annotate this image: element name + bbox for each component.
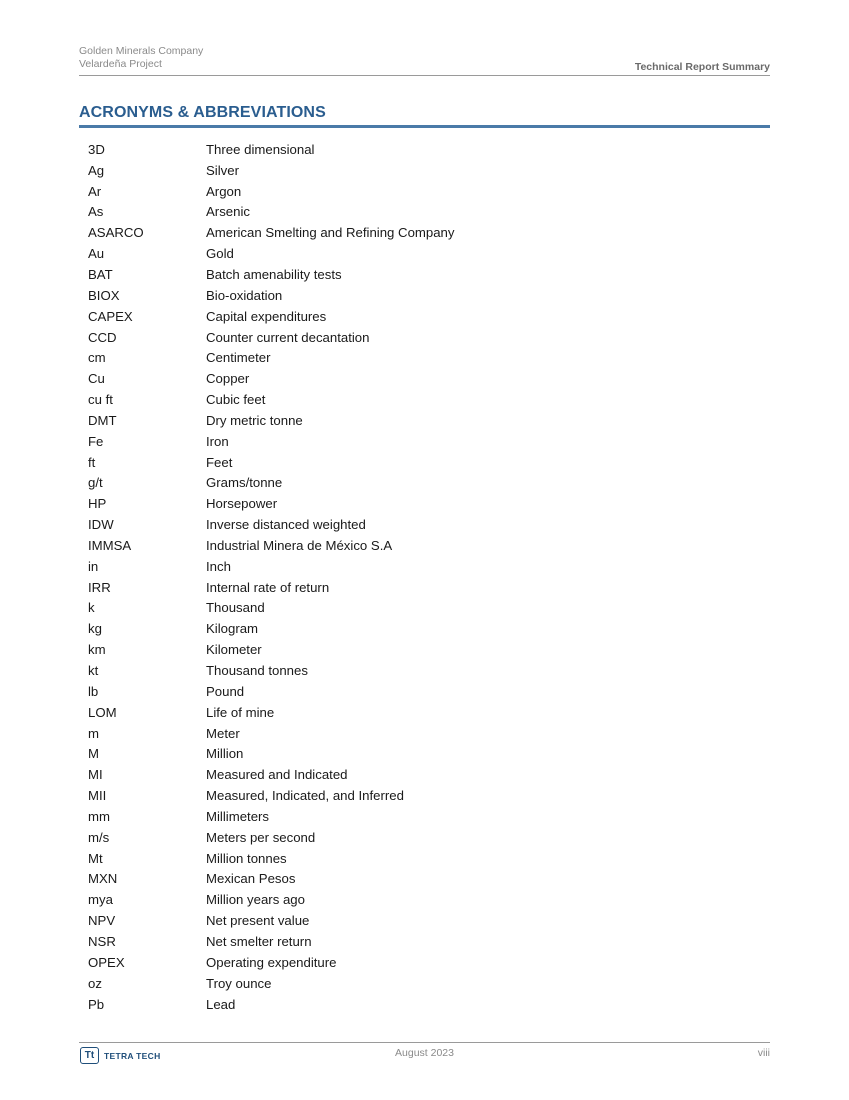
- acronym-term: m/s: [88, 829, 110, 845]
- acronym-definition: Copper: [206, 371, 250, 387]
- acronym-definition: Grams/tonne: [206, 475, 283, 491]
- header-divider: [79, 75, 770, 76]
- acronym-row: [88, 618, 778, 639]
- acronym-row: [88, 973, 778, 994]
- acronym-row: [88, 493, 778, 514]
- acronym-term: cu ft: [88, 392, 113, 408]
- project-name: Velardeña Project: [79, 58, 162, 70]
- logo-text: TETRA TECH: [104, 1050, 161, 1061]
- acronym-row: [88, 994, 778, 1015]
- acronym-definition: Million tonnes: [206, 850, 287, 866]
- acronym-row: [88, 306, 778, 327]
- acronym-definition: Measured, Indicated, and Inferred: [206, 788, 404, 804]
- acronym-term: CCD: [88, 329, 117, 345]
- acronym-definition: Meters per second: [206, 829, 316, 845]
- acronym-term: NSR: [88, 933, 116, 949]
- acronym-row: [88, 743, 778, 764]
- acronym-row: [88, 139, 778, 160]
- acronym-row: [88, 535, 778, 556]
- acronym-term: km: [88, 642, 106, 658]
- tetra-tech-logo-icon: Tt: [80, 1047, 99, 1064]
- acronym-term: ft: [88, 454, 96, 470]
- acronym-definition: Batch amenability tests: [206, 266, 342, 282]
- acronym-row: [88, 368, 778, 389]
- acronym-term: LOM: [88, 704, 117, 720]
- section-title: ACRONYMS & ABBREVIATIONS: [79, 104, 326, 121]
- acronym-definition: Internal rate of return: [206, 579, 330, 595]
- acronym-row: [88, 889, 778, 910]
- acronym-term: IRR: [88, 579, 111, 595]
- acronym-term: As: [88, 204, 104, 220]
- acronym-row: [88, 222, 778, 243]
- acronym-definition: Argon: [206, 183, 242, 199]
- acronym-row: [88, 577, 778, 598]
- acronym-definition: Thousand: [206, 600, 265, 616]
- acronym-row: [88, 785, 778, 806]
- acronym-row: [88, 285, 778, 306]
- acronym-definition: Net present value: [206, 913, 310, 929]
- acronym-term: DMT: [88, 412, 117, 428]
- footer-date: August 2023: [395, 1047, 454, 1059]
- acronym-row: [88, 389, 778, 410]
- acronym-definition: Lead: [206, 996, 236, 1012]
- acronym-row: [88, 410, 778, 431]
- acronym-row: [88, 764, 778, 785]
- acronym-term: lb: [88, 683, 99, 699]
- acronym-definition: Inch: [206, 558, 231, 574]
- acronym-row: [88, 869, 778, 890]
- acronym-definition: Pound: [206, 683, 245, 699]
- acronym-list: [88, 139, 778, 1014]
- acronym-term: Mt: [88, 850, 103, 866]
- acronym-row: [88, 598, 778, 619]
- acronym-term: in: [88, 558, 99, 574]
- acronym-row: [88, 243, 778, 264]
- acronym-row: [88, 827, 778, 848]
- acronym-definition: Thousand tonnes: [206, 663, 308, 679]
- acronym-term: 3D: [88, 141, 105, 157]
- acronym-term: Cu: [88, 371, 105, 387]
- acronym-definition: Counter current decantation: [206, 329, 370, 345]
- acronym-term: Ag: [88, 162, 105, 178]
- acronym-row: [88, 514, 778, 535]
- acronym-row: [88, 556, 778, 577]
- acronym-term: ASARCO: [88, 225, 144, 241]
- acronym-definition: Operating expenditure: [206, 954, 337, 970]
- page-number: viii: [757, 1047, 770, 1059]
- acronym-row: [88, 431, 778, 452]
- acronym-row: [88, 681, 778, 702]
- section-divider: [79, 125, 770, 128]
- acronym-row: [88, 702, 778, 723]
- acronym-term: MXN: [88, 871, 118, 887]
- acronym-term: kt: [88, 663, 99, 679]
- acronym-definition: Dry metric tonne: [206, 412, 303, 428]
- acronym-term: mm: [88, 808, 110, 824]
- acronym-term: cm: [88, 350, 106, 366]
- acronym-row: [88, 848, 778, 869]
- acronym-term: IMMSA: [88, 537, 132, 553]
- acronym-row: [88, 910, 778, 931]
- acronym-definition: Iron: [206, 433, 229, 449]
- acronym-term: BIOX: [88, 287, 120, 303]
- acronym-term: OPEX: [88, 954, 125, 970]
- acronym-term: NPV: [88, 913, 116, 929]
- acronym-definition: Million years ago: [206, 892, 305, 908]
- acronym-row: [88, 806, 778, 827]
- acronym-definition: Net smelter return: [206, 933, 312, 949]
- acronym-term: kg: [88, 621, 102, 637]
- acronym-definition: Horsepower: [206, 496, 278, 512]
- acronym-definition: Gold: [206, 246, 234, 262]
- acronym-definition: Silver: [206, 162, 239, 178]
- acronym-row: [88, 452, 778, 473]
- acronym-definition: Life of mine: [206, 704, 275, 720]
- acronym-term: HP: [88, 496, 107, 512]
- acronym-row: [88, 931, 778, 952]
- acronym-row: [88, 347, 778, 368]
- footer-divider: [79, 1042, 770, 1043]
- acronym-term: oz: [88, 975, 102, 991]
- acronym-row: [88, 639, 778, 660]
- acronym-definition: Industrial Minera de México S.A: [206, 537, 393, 553]
- acronym-definition: Meter: [206, 725, 240, 741]
- acronym-row: [88, 264, 778, 285]
- acronym-definition: Kilometer: [206, 642, 262, 658]
- header-left: [79, 45, 203, 71]
- acronym-term: Fe: [88, 433, 104, 449]
- acronym-row: [88, 952, 778, 973]
- acronym-term: mya: [88, 892, 113, 908]
- acronym-row: [88, 473, 778, 494]
- acronym-term: m: [88, 725, 99, 741]
- acronym-term: MI: [88, 767, 103, 783]
- report-title: Technical Report Summary: [634, 61, 770, 73]
- acronym-term: BAT: [88, 266, 113, 282]
- acronym-definition: Centimeter: [206, 350, 271, 366]
- acronym-row: [88, 202, 778, 223]
- acronym-term: g/t: [88, 475, 103, 491]
- acronym-row: [88, 723, 778, 744]
- acronym-definition: Feet: [206, 454, 233, 470]
- acronym-term: Pb: [88, 996, 105, 1012]
- acronym-definition: American Smelting and Refining Company: [206, 225, 455, 241]
- acronym-definition: Arsenic: [206, 204, 250, 220]
- acronym-definition: Bio-oxidation: [206, 287, 283, 303]
- acronym-term: M: [88, 746, 99, 762]
- acronym-term: IDW: [88, 517, 114, 533]
- acronym-row: [88, 160, 778, 181]
- acronym-row: [88, 181, 778, 202]
- acronym-term: CAPEX: [88, 308, 133, 324]
- acronym-definition: Millimeters: [206, 808, 270, 824]
- acronym-definition: Capital expenditures: [206, 308, 327, 324]
- acronym-row: [88, 327, 778, 348]
- acronym-definition: Inverse distanced weighted: [206, 517, 366, 533]
- acronym-definition: Three dimensional: [206, 141, 315, 157]
- acronym-definition: Cubic feet: [206, 392, 266, 408]
- acronym-term: k: [88, 600, 95, 616]
- acronym-definition: Million: [206, 746, 244, 762]
- acronym-term: MII: [88, 788, 107, 804]
- acronym-definition: Kilogram: [206, 621, 259, 637]
- acronym-term: Au: [88, 246, 105, 262]
- acronym-term: Ar: [88, 183, 102, 199]
- acronym-row: [88, 660, 778, 681]
- acronym-definition: Mexican Pesos: [206, 871, 296, 887]
- acronym-definition: Troy ounce: [206, 975, 272, 991]
- company-name: Golden Minerals Company: [79, 45, 204, 57]
- acronym-definition: Measured and Indicated: [206, 767, 348, 783]
